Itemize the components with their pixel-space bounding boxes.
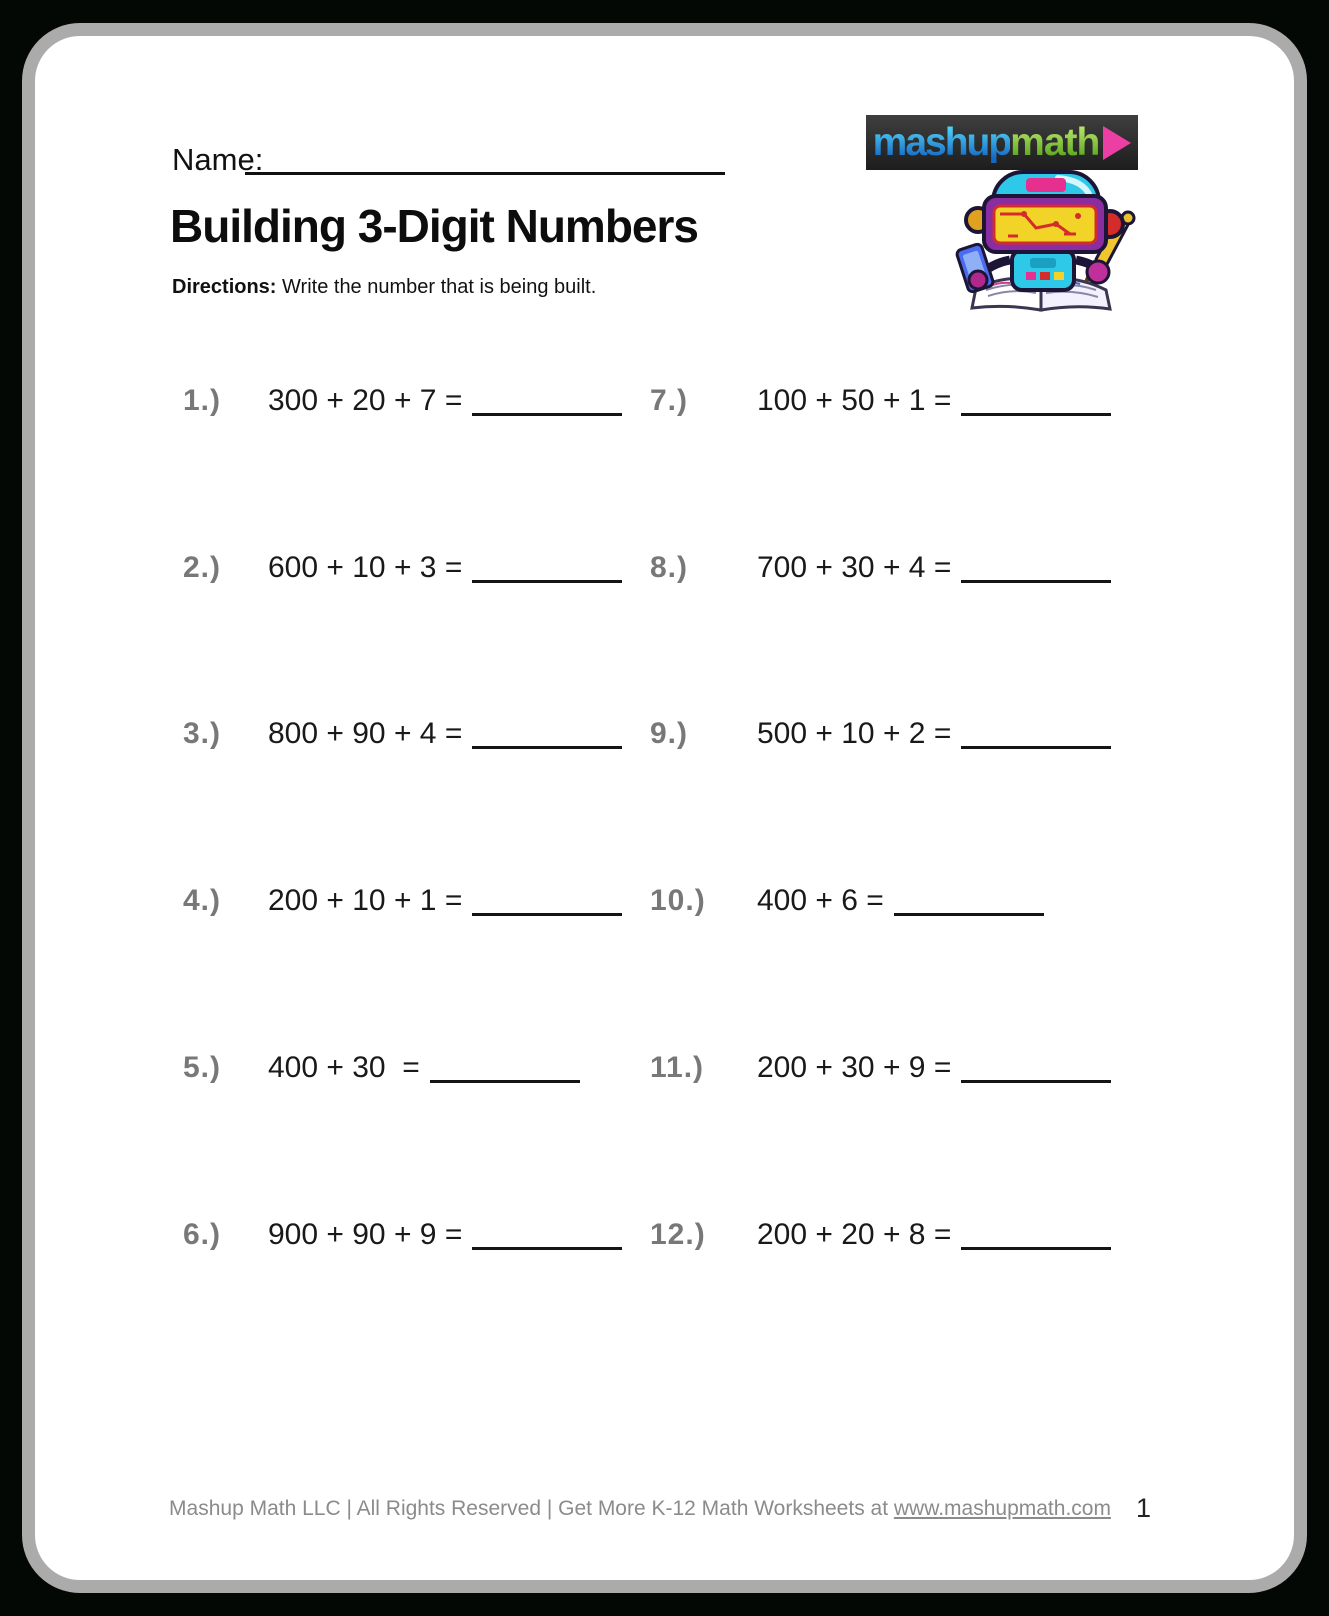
problem-8: [650, 551, 1111, 593]
problem-3: [183, 717, 622, 759]
answer-blank[interactable]: [961, 1240, 1111, 1250]
play-triangle-icon: [1103, 126, 1131, 160]
name-label: Name:: [172, 142, 264, 177]
problem-expression: 200 + 20 + 8 =: [757, 1218, 952, 1251]
logo-text-math: math: [1010, 120, 1100, 164]
problem-number: 4.): [183, 884, 222, 917]
problem-7: [650, 384, 1111, 426]
problem-12: [650, 1218, 1111, 1260]
problem-expression: 400 + 6 =: [757, 884, 884, 917]
problem-11: [650, 1051, 1111, 1093]
problem-number: 2.): [183, 551, 222, 584]
directions-label: Directions:: [172, 276, 277, 298]
problem-5: [183, 1051, 580, 1093]
problem-expression: 400 + 30 =: [268, 1051, 420, 1084]
footer: [160, 1497, 1120, 1521]
robot-writing-in-notebook-icon: [938, 168, 1148, 316]
problem-1: [183, 384, 622, 426]
problem-number: 5.): [183, 1051, 222, 1084]
answer-blank[interactable]: [472, 739, 622, 749]
problem-9: [650, 717, 1111, 759]
problem-number: 6.): [183, 1218, 222, 1251]
directions: [172, 276, 596, 299]
page-title: Building 3-Digit Numbers: [170, 200, 698, 252]
footer-text: Mashup Math LLC | All Rights Reserved | Get More K-12 Math Worksheets at: [169, 1497, 894, 1520]
problem-expression: 300 + 20 + 7 =: [268, 384, 463, 417]
problem-number: 9.): [650, 717, 689, 750]
footer-link[interactable]: www.mashupmath.com: [893, 1497, 1111, 1520]
problem-expression: 900 + 90 + 9 =: [268, 1218, 463, 1251]
answer-blank[interactable]: [961, 573, 1111, 583]
page-number: 1: [1136, 1493, 1152, 1523]
answer-blank[interactable]: [472, 1240, 622, 1250]
answer-blank[interactable]: [961, 1073, 1111, 1083]
answer-blank[interactable]: [472, 906, 622, 916]
problem-number: 10.): [650, 884, 706, 917]
problem-expression: 500 + 10 + 2 =: [757, 717, 952, 750]
answer-blank[interactable]: [472, 406, 622, 416]
problem-expression: 200 + 10 + 1 =: [268, 884, 463, 917]
name-input-line[interactable]: [245, 130, 725, 175]
problem-expression: 100 + 50 + 1 =: [757, 384, 952, 417]
problem-number: 7.): [650, 384, 689, 417]
answer-blank[interactable]: [961, 739, 1111, 749]
answer-blank[interactable]: [430, 1073, 580, 1083]
logo-text-mashup: mashup: [872, 120, 1011, 164]
problem-expression: 200 + 30 + 9 =: [757, 1051, 952, 1084]
problem-2: [183, 551, 622, 593]
problem-number: 12.): [650, 1218, 706, 1251]
problem-4: [183, 884, 622, 926]
problem-10: [650, 884, 1044, 926]
problem-expression: 600 + 10 + 3 =: [268, 551, 463, 584]
answer-blank[interactable]: [961, 406, 1111, 416]
mashupmath-logo: [866, 115, 1138, 170]
problem-expression: 800 + 90 + 4 =: [268, 717, 463, 750]
problem-number: 11.): [650, 1051, 705, 1084]
directions-text: Write the number that is being built.: [276, 276, 597, 298]
problem-number: 1.): [183, 384, 222, 417]
problem-6: [183, 1218, 622, 1260]
problem-number: 3.): [183, 717, 222, 750]
problem-expression: 700 + 30 + 4 =: [757, 551, 952, 584]
problem-number: 8.): [650, 551, 689, 584]
answer-blank[interactable]: [894, 906, 1044, 916]
answer-blank[interactable]: [472, 573, 622, 583]
